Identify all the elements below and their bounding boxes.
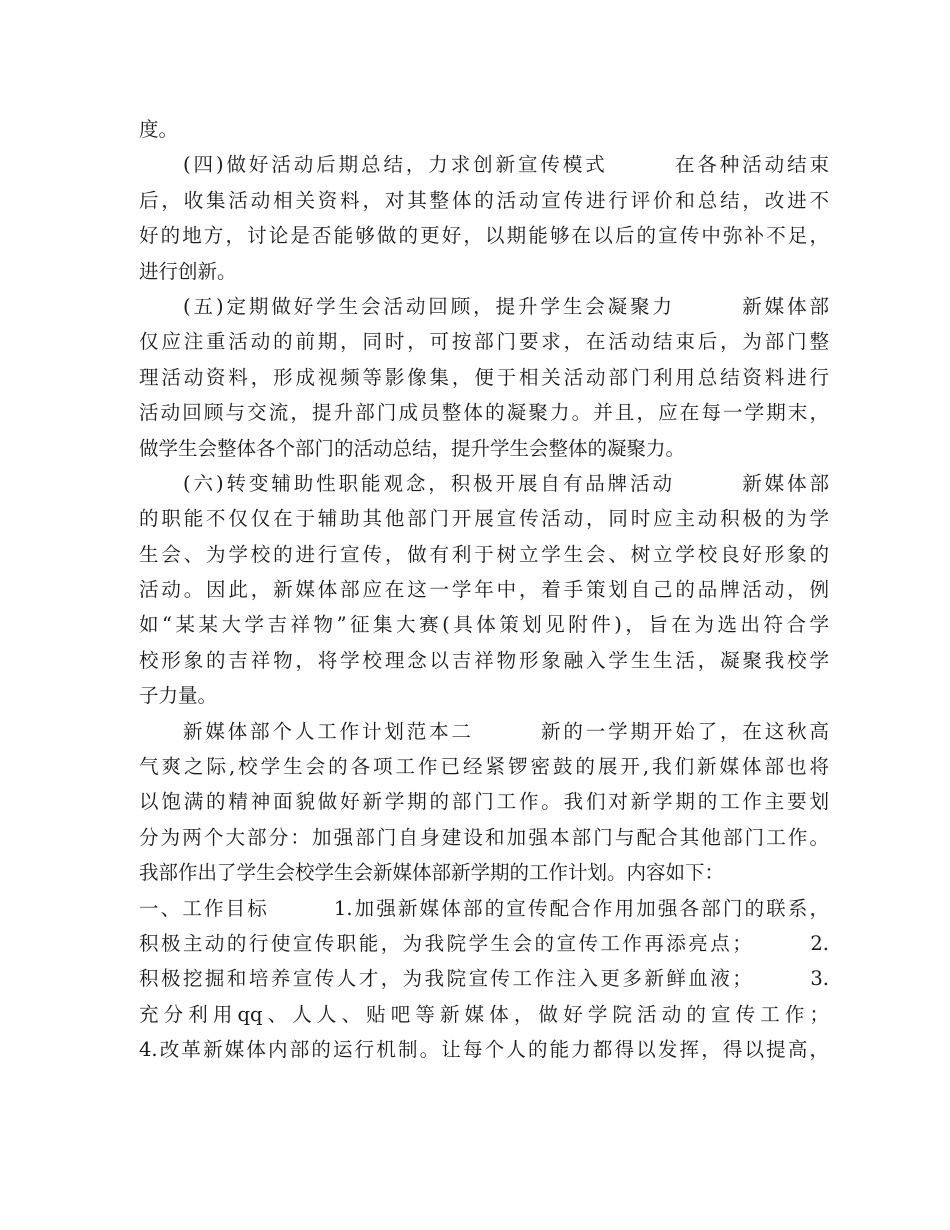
section-heading-4: (四)做好活动后期总结，力求创新宣传模式 在各种活动结束	[183, 153, 829, 177]
section-heading-5: (五)定期做好学生会活动回顾，提升学生会凝聚力 新媒体部	[183, 294, 829, 318]
section-heading-6: (六)转变辅助性职能观念，积极开展自有品牌活动 新媒体部	[183, 471, 829, 495]
text-line: 4.改革新媒体内部的运行机制。让每个人的能力都得以发挥，得以提高，	[139, 1038, 829, 1062]
text-line: 充分利用qq、人人、贴吧等新媒体，做好学院活动的宣传工作；	[139, 1002, 829, 1026]
plan-title-line: 新媒体部个人工作计划范本二 新的一学期开始了，在这秋高	[183, 719, 829, 743]
text-line: 活动。因此，新媒体部应在这一学年中，着手策划自己的品牌活动，例	[139, 578, 829, 602]
text-line: 以饱满的精神面貌做好新学期的部门工作。我们对新学期的工作主要划	[139, 790, 829, 814]
text-line: 好的地方，讨论是否能够做的更好，以期能够在以后的宣传中弥补不足，	[139, 224, 829, 248]
goals-heading-line: 一、工作目标 1.加强新媒体部的宣传配合作用加强各部门的联系，	[139, 896, 829, 920]
text-line: 度。	[139, 118, 179, 141]
document-body	[139, 112, 829, 1068]
text-line: 子力量。	[139, 684, 218, 708]
text-line: 后，收集活动相关资料，对其整体的活动宣传进行评价和总结，改进不	[139, 188, 829, 212]
text-line: 分为两个大部分：加强部门自身建设和加强本部门与配合其他部门工作。	[139, 825, 829, 849]
text-line: 的职能不仅仅在于辅助其他部门开展宣传活动，同时应主动积极的为学	[139, 507, 829, 531]
text-line: 气爽之际,校学生会的各项工作已经紧锣密鼓的展开,我们新媒体部也将	[139, 755, 829, 779]
text-line: 活动回顾与交流，提升部门成员整体的凝聚力。并且，应在每一学期末，	[139, 401, 829, 425]
text-line: 进行创新。	[139, 259, 237, 283]
text-line: 积极挖掘和培养宣传人才，为我院宣传工作注入更多新鲜血液； 3.	[139, 967, 829, 991]
text-line: 如“某某大学吉祥物”征集大赛(具体策划见附件)，旨在为选出符合学	[139, 613, 829, 637]
text-line: 生会、为学校的进行宣传，做有利于树立学生会、树立学校良好形象的	[139, 542, 829, 566]
text-line: 做学生会整体各个部门的活动总结，提升学生会整体的凝聚力。	[139, 436, 686, 460]
text-line: 理活动资料，形成视频等影像集，便于相关活动部门利用总结资料进行	[139, 365, 829, 389]
text-line: 积极主动的行使宣传职能，为我院学生会的宣传工作再添亮点； 2.	[139, 931, 829, 955]
text-line: 我部作出了学生会校学生会新媒体部新学期的工作计划。内容如下：	[139, 861, 725, 885]
text-line: 校形象的吉祥物，将学校理念以吉祥物形象融入学生生活，凝聚我校学	[139, 648, 829, 672]
text-line: 仅应注重活动的前期，同时，可按部门要求，在活动结束后，为部门整	[139, 330, 829, 354]
